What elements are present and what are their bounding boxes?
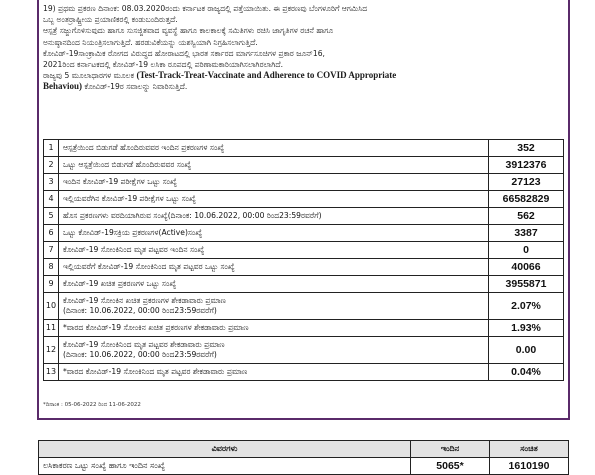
intro-line: ಅನುಷ್ಠಾನದಿಂದ ನಿಯಂತ್ರಿಸಲಾಗುತ್ತಿದೆ. ಹರಡುವಿಕೆಯನ್ನು ಯಶಸ್ವಿಯಾಗಿ ನಿಗ್ರಹಿಸಲಾಗುತ್ತಿದೆ. xyxy=(43,37,258,47)
row-label-line: (ದಿನಾಂಕ: 10.06.2022, 00:00 ರಿಂದ23:59ರವರೆಗೆ) xyxy=(63,350,217,359)
header-details: ವಿವರಗಳು xyxy=(39,441,411,458)
row-value: 3912376 xyxy=(489,157,564,174)
row-label: ಕೋವಿಡ್-19 ಖಚಿತ ಪ್ರಕರಣಗಳ ಒಟ್ಟು ಸಂಖ್ಯೆ xyxy=(59,276,489,293)
row-label: ಇಲ್ಲಿಯವರೆಗೆ ಕೋವಿಡ್-19 ಸೋಂಕಿನಿಂದ ಮೃತ ಪಟ್ಟವರ ಒಟ್ಟು ಸಂಖ್ಯೆ xyxy=(59,259,489,276)
stats-row xyxy=(44,157,564,174)
covid-stats-table xyxy=(43,139,564,381)
row-number: 2 xyxy=(44,157,59,174)
date-range-note: *ದಿನಾಂಕ : 05-06-2022 ರಿಂದ 11-06-2022 xyxy=(43,402,141,408)
row-number: 11 xyxy=(44,320,59,337)
row-number: 3 xyxy=(44,174,59,191)
intro-line-en: Behaviou) xyxy=(43,81,83,92)
intro-line: 2021ರಿಂದ ಕರ್ನಾಟಕದಲ್ಲಿ ಕೋವಿಡ್-19 ಲಸಿಕಾ ರೂಪದಲ್ಲಿ ಪರಿಣಾಮಕಾರಿಯಾಗಿಸಲಾಗಿರಲಾಗಿದೆ. xyxy=(43,60,283,70)
header-cumulative: ಸಂಚಿತ xyxy=(490,441,569,458)
stats-row xyxy=(44,293,564,320)
stats-row xyxy=(44,364,564,381)
row-label: ಕೋವಿಡ್-19 ಸೋಂಕಿನಿಂದ ಮೃತ ಪಟ್ಟವರ ಇಂದಿನ ಸಂಖ್ಯೆ xyxy=(59,242,489,259)
row-number: 9 xyxy=(44,276,59,293)
row-value: 2.07% xyxy=(489,293,564,320)
stats-row xyxy=(44,140,564,157)
row-label: ಲಸಿಕಾಕರಣ ಒಟ್ಟು ಸಂಖ್ಯೆ ಹಾಗೂ ಇಂದಿನ ಸಂಖ್ಯೆ xyxy=(39,458,411,475)
row-value: 3387 xyxy=(489,225,564,242)
stats-row xyxy=(44,191,564,208)
row-value: 0.00 xyxy=(489,337,564,364)
stats-row xyxy=(44,259,564,276)
row-label: ಒಟ್ಟು ಆಸ್ಪತ್ರೆಯಿಂದ ಬಿಡುಗಡೆ ಹೊಂದಿರುವವರ ಸಂಖ್ಯೆ xyxy=(59,157,489,174)
row-label-line: ಕೋವಿಡ್-19 ಸೋಂಕಿನ ಖಚಿತ ಪ್ರಕರಣಗಳ ಶೇಕಡಾವಾರು ಪ್ರಮಾಣ xyxy=(63,295,226,305)
stats-row xyxy=(44,208,564,225)
row-number: 1 xyxy=(44,140,59,157)
row-label: ಇಂದಿನ ಕೋವಿಡ್-19 ಪರೀಕ್ಷೆಗಳ ಒಟ್ಟು ಸಂಖ್ಯೆ xyxy=(59,174,489,191)
row-value: 40066 xyxy=(489,259,564,276)
intro-line xyxy=(43,81,565,92)
row-label xyxy=(59,337,489,364)
stats-row xyxy=(44,242,564,259)
intro-line: 19) ಪ್ರಥಮ ಪ್ರಕರಣ ದಿನಾಂಕ: 08.03.2020ರಂದು ಕರ್ನಾಟಕ ರಾಜ್ಯದಲ್ಲಿ ಪತ್ತೆಯಾಯಿತು. ಈ ಪ್ರಕರಣವು ಬೆಂಗಳೂರಿಗೆ ಆಗಮಿಸಿದ xyxy=(43,4,368,13)
intro-line: ಕೋವಿಡ್-19ಸಾಂಕ್ರಾಮಿಕ ರೋಗದ ವಿರುದ್ಧದ ಹೋರಾಟದಲ್ಲಿ ಭಾರತ ಸರ್ಕಾರದ ಮಾರ್ಗಸೂಚಿಗಳ ಪ್ರಕಾರ ಜೂನ್16, xyxy=(43,48,325,58)
row-number: 7 xyxy=(44,242,59,259)
row-label xyxy=(59,293,489,320)
intro-line-kn: ರಾಜ್ಯವು 5 ಮೂಲಾಧಾರಗಳ ಮೂಲಕ xyxy=(43,71,135,81)
intro-line: ಆಸ್ಪತ್ರೆ ಸಜ್ಜುಗೊಳಿಸುವುದು ಹಾಗೂ ಸುಸಜ್ಜಿತವಾದ ವ್ಯವಸ್ಥೆ ಹಾಗೂ ಕಾಲಕಾಲಕ್ಕೆ ಸಮಿತಿಗಳು ರಚಿಸಿ ಜಾಗೃತಿಗಳ ರಚನೆ ಹಾಗೂ xyxy=(43,26,334,36)
row-label-line: (ದಿನಾಂಕ: 10.06.2022, 00:00 ರಿಂದ23:59ರವರೆಗೆ) xyxy=(63,306,217,315)
stats-row xyxy=(44,174,564,191)
stats-row xyxy=(44,337,564,364)
header-row xyxy=(39,441,569,458)
row-value: 27123 xyxy=(489,174,564,191)
row-value: 3955871 xyxy=(489,276,564,293)
intro-line-kn: ಕೋವಿಡ್-19ರ ಸವಾಲನ್ನು ನಿವಾರಿಸುತ್ತಿದೆ. xyxy=(82,82,188,92)
row-label-line: ಕೋವಿಡ್-19 ಸೋಂಕಿನಿಂದ ಮೃತ ಪಟ್ಟವರ ಶೇಕಡಾವಾರು ಪ್ರಮಾಣ xyxy=(63,339,225,349)
row-number: 8 xyxy=(44,259,59,276)
table-row xyxy=(39,458,569,475)
row-label: *ವಾರದ ಕೋವಿಡ್-19 ಸೋಂಕಿನ ಖಚಿತ ಪ್ರಕರಣಗಳ ಶೇಕಡಾವಾರು ಪ್ರಮಾಣ xyxy=(59,320,489,337)
row-value: 0.04% xyxy=(489,364,564,381)
row-label: *ವಾರದ ಕೋವಿಡ್-19 ಸೋಂಕಿನಿಂದ ಮೃತ ಪಟ್ಟವರ ಶೇಕಡಾವಾರು ಪ್ರಮಾಣ xyxy=(59,364,489,381)
row-value-cumulative: 1610190 xyxy=(490,458,569,475)
row-value: 0 xyxy=(489,242,564,259)
row-value: 1.93% xyxy=(489,320,564,337)
row-number: 12 xyxy=(44,337,59,364)
row-value: 562 xyxy=(489,208,564,225)
row-number: 4 xyxy=(44,191,59,208)
row-value: 352 xyxy=(489,140,564,157)
row-label: ಹೊಸ ಪ್ರಕರಣಗಳು ವರದಿಯಾಗಿರುವ ಸಂಖ್ಯೆ(ದಿನಾಂಕ: 10.06.2022, 00:00 ರಿಂದ23:59ರವರೆಗೆ) xyxy=(59,208,489,225)
header-today: ಇಂದಿನ xyxy=(411,441,490,458)
intro-line: ಒಬ್ಬ ಅಂತರ್ರಾಷ್ಟ್ರೀಯ ಪ್ರಯಾಣಿಕರಲ್ಲಿ ಕಂಡುಬಂದಿರುತ್ತದೆ. xyxy=(43,15,178,25)
row-label: ಒಟ್ಟು ಕೋವಿಡ್-19ಸಕ್ರಿಯ ಪ್ರಕರಣಗಳ(Active)ಸಂಖ್ಯೆ xyxy=(59,225,489,242)
row-label: ಇಲ್ಲಿಯವರೆಗಿನ ಕೋವಿಡ್-19 ಪರೀಕ್ಷೆಗಳ ಒಟ್ಟು ಸಂಖ್ಯೆ xyxy=(59,191,489,208)
row-label: ಆಸ್ಪತ್ರೆಯಿಂದ ಬಿಡುಗಡೆ ಹೊಂದಿರುವವರ ಇಂದಿನ ಪ್ರಕರಣಗಳ ಸಂಖ್ಯೆ xyxy=(59,140,489,157)
row-value: 66582829 xyxy=(489,191,564,208)
row-number: 6 xyxy=(44,225,59,242)
intro-line xyxy=(43,70,565,81)
stats-row xyxy=(44,276,564,293)
intro-text xyxy=(43,3,565,93)
intro-line-en: (Test-Track-Treat-Vaccinate and Adherence to COVID Appropriate xyxy=(136,70,397,81)
row-number: 13 xyxy=(44,364,59,381)
stats-row xyxy=(44,320,564,337)
row-number: 5 xyxy=(44,208,59,225)
row-value-today: 5065* xyxy=(411,458,490,475)
stats-row xyxy=(44,225,564,242)
row-number: 10 xyxy=(44,293,59,320)
